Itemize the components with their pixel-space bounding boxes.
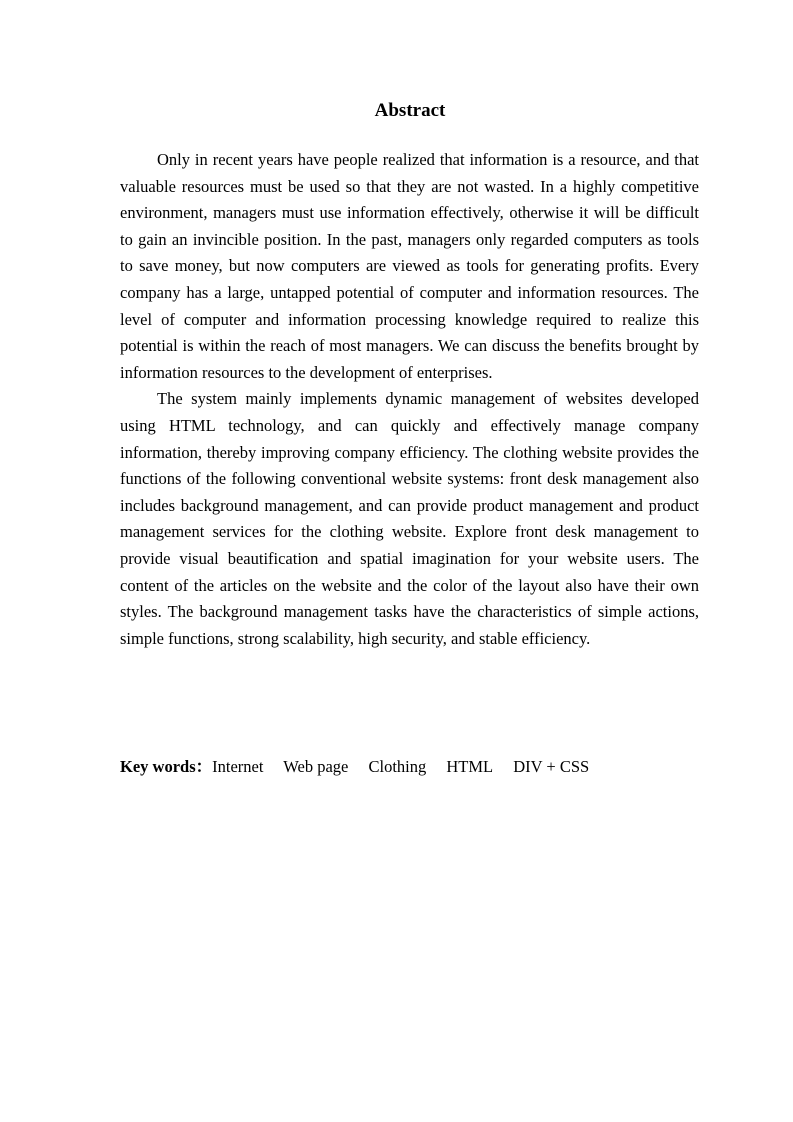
keyword-internet: Internet (212, 757, 264, 776)
keywords-label: Key words： (120, 757, 213, 776)
abstract-paragraph-1: Only in recent years have people realized that information is a resource, and that valuable resources must be used so that they are not wasted. In a highly competitive environment, managers must use information effectively, otherwise it will be difficult to gain an invincible position. In the past, managers only regarded computers as tools to save money, but now computers are viewed as tools for generating profits. Every company has a large, untapped potential of computer and information resources. The level of computer and information processing knowledge required to realize this potential is within the reach of most managers. We can discuss the benefits brought by information resources to the development of enterprises. (120, 150, 699, 382)
keyword-clothing: Clothing (368, 757, 427, 776)
keyword-web-page: Web page (283, 757, 349, 776)
keyword-html: HTML (446, 757, 494, 776)
keyword-div-css: DIV + CSS (513, 757, 590, 776)
keywords-line (120, 754, 605, 780)
abstract-title: Abstract (374, 100, 446, 121)
abstract-paragraph-2: The system mainly implements dynamic management of websites developed using HTML technology, and can quickly and effectively manage company information, thereby improving company efficiency. The clothing website provides the functions of the following conventional website systems: front desk management also includes background management, and can provide product management and product management services for the clothing website. Explore front desk management to provide visual beautification and spatial imagination for your website users. The content of the articles on the website and the color of the layout also have their own styles. The background management tasks have the characteristics of simple actions, simple functions, strong scalability, high security, and stable efficiency. (120, 389, 699, 648)
abstract-body (120, 147, 699, 652)
